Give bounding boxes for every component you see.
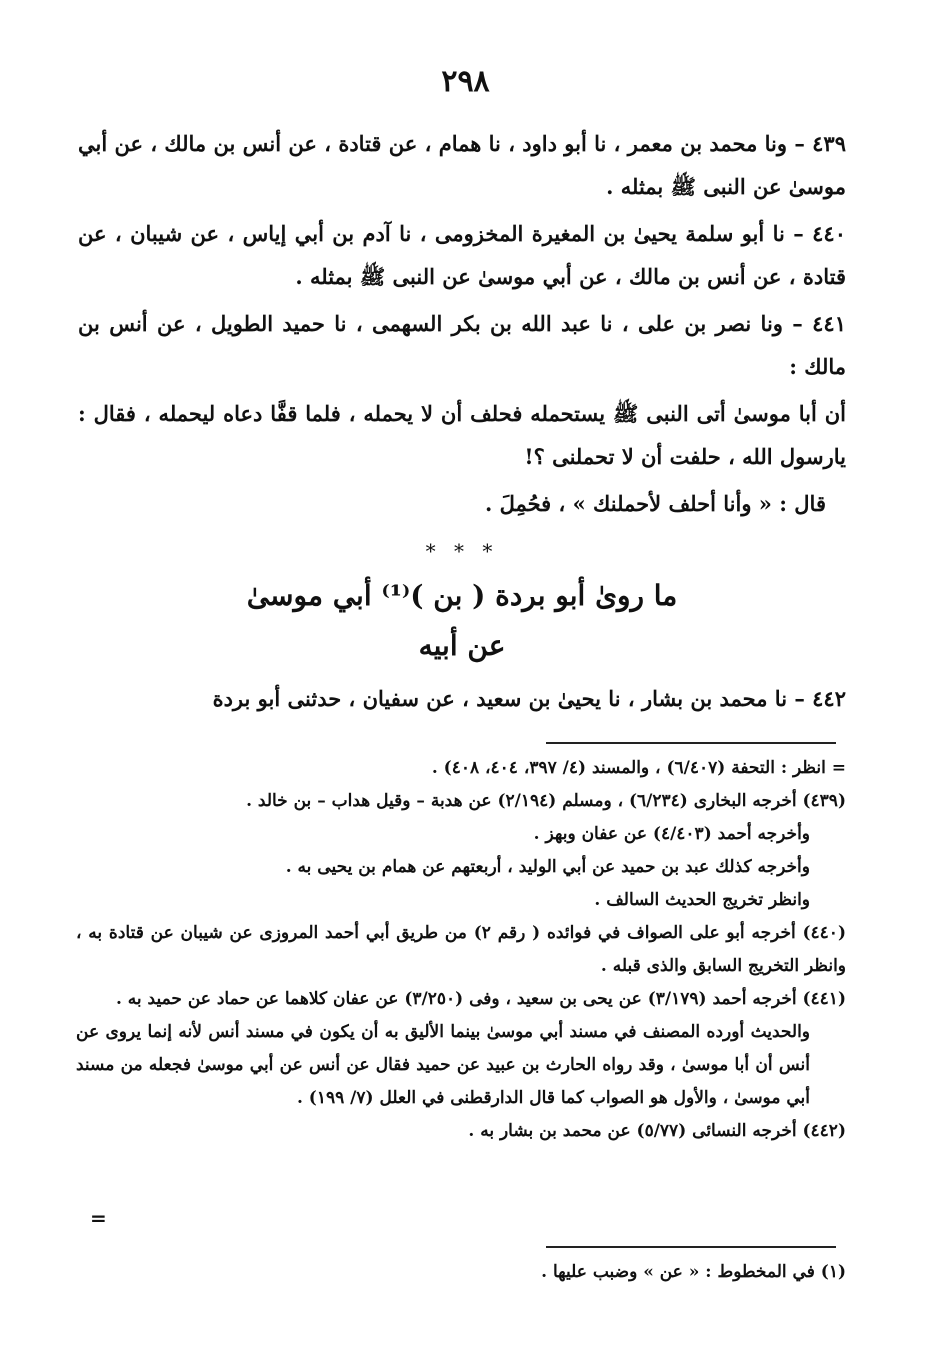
page-footnote: (١) في المخطوط : « عن » وضبب عليها . [541,1262,846,1282]
hadith-441-matn: أن أبا موسىٰ أتى النبى ﷺ يستحمله فحلف أن لا يحمله ، فلما قفَّا دعاه ليحمله ، فقال : يارسول الله ، حلفت أن لا تحملنى ؟! [78,401,846,469]
footnote-divider [546,742,836,744]
hadith-440: ٤٤٠ – نا أبو سلمة يحيىٰ بن المغيرة المخزومى ، نا آدم بن أبي إياس ، عن شيبان ، عن قتادة ، عن أنس بن مالك ، عن أبي موسىٰ عن النبى ﷺ بمثله . [78,221,846,289]
continuation-mark: = [90,1206,107,1230]
main-text [78,122,846,724]
hadith-441-reply: قال : « وأنا أحلف لأحملنك » ، فحُمِلَ . [484,491,826,516]
footnote-line: وأخرجه كذلك عبد بن حميد عن أبي الوليد ، أربعتهم عن همام بن يحيى به . [285,857,810,877]
page-footnote-divider [546,1246,836,1248]
footnote-line: والحديث أورده المصنف في مسند أبي موسىٰ بينما الأليق به أن يكون في مسند أنس لأنه إنما يروى عن أنس أن أبا موسىٰ ، وقد رواه الحارث بن عبيد عن حميد فقال عن أنس عن أبي موسىٰ فجعله من مسند أبي موسىٰ ، والأول هو الصواب كما قال الدارقطنى في العلل (٧/ ١٩٩) . [76,1022,810,1108]
hadith-439: ٤٣٩ – ونا محمد بن معمر ، نا أبو داود ، نا همام ، عن قتادة ، عن أنس بن مالك ، عن أبي موسىٰ عن النبى ﷺ بمثله . [78,131,846,199]
hadith-441: ٤٤١ – ونا نصر بن على ، نا عبد الله بن بكر السهمى ، نا حميد الطويل ، عن أنس بن مالك : [78,311,846,379]
footnotes [76,752,846,1148]
footnote-line: وأخرجه أحمد (٤/٤٠٣) عن عفان وبهز . [533,824,810,844]
footnote-441: (٤٤١) أخرجه أحمد (٣/١٧٩) عن يحى بن سعيد ، وفى (٣/٢٥٠) عن عفان كلاهما عن حماد عن حميد به . [115,989,846,1009]
section-heading-line2: عن أبيه [418,629,506,662]
footnote-439: (٤٣٩) أخرجه البخارى (٦/٢٣٤) ، ومسلم (٢/١٩٤) عن هدبة – وقيل هداب – بن خالد . [246,791,846,811]
section-separator: * * * [425,539,499,563]
footnote-440: (٤٤٠) أخرجه أبو على الصواف في فوائده ( رقم ٢) من طريق أبي أحمد المروزى عن شيبان عن قتادة به ، وانظر التخريج السابق والذى قبله . [76,923,846,976]
page-number: ٢٩٨ [441,64,490,99]
hadith-442: ٤٤٢ – نا محمد بن بشار ، نا يحيىٰ بن سعيد ، عن سفيان ، حدثنى أبو بردة [212,686,846,711]
section-heading-line1: ما روىٰ أبو بردة ( بن )⁽¹⁾ أبي موسىٰ [246,579,678,612]
footnote-line: وانظر تخريج الحديث السالف . [594,890,810,910]
footnote-line: = انظر : التحفة (٦/٤٠٧) ، والمسند (٤/ ٣٩٧، ٤٠٤، ٤٠٨) . [431,758,846,778]
footnote-442: (٤٤٢) أخرجه النسائى (٥/٧٧) عن محمد بن بشار به . [468,1121,846,1141]
